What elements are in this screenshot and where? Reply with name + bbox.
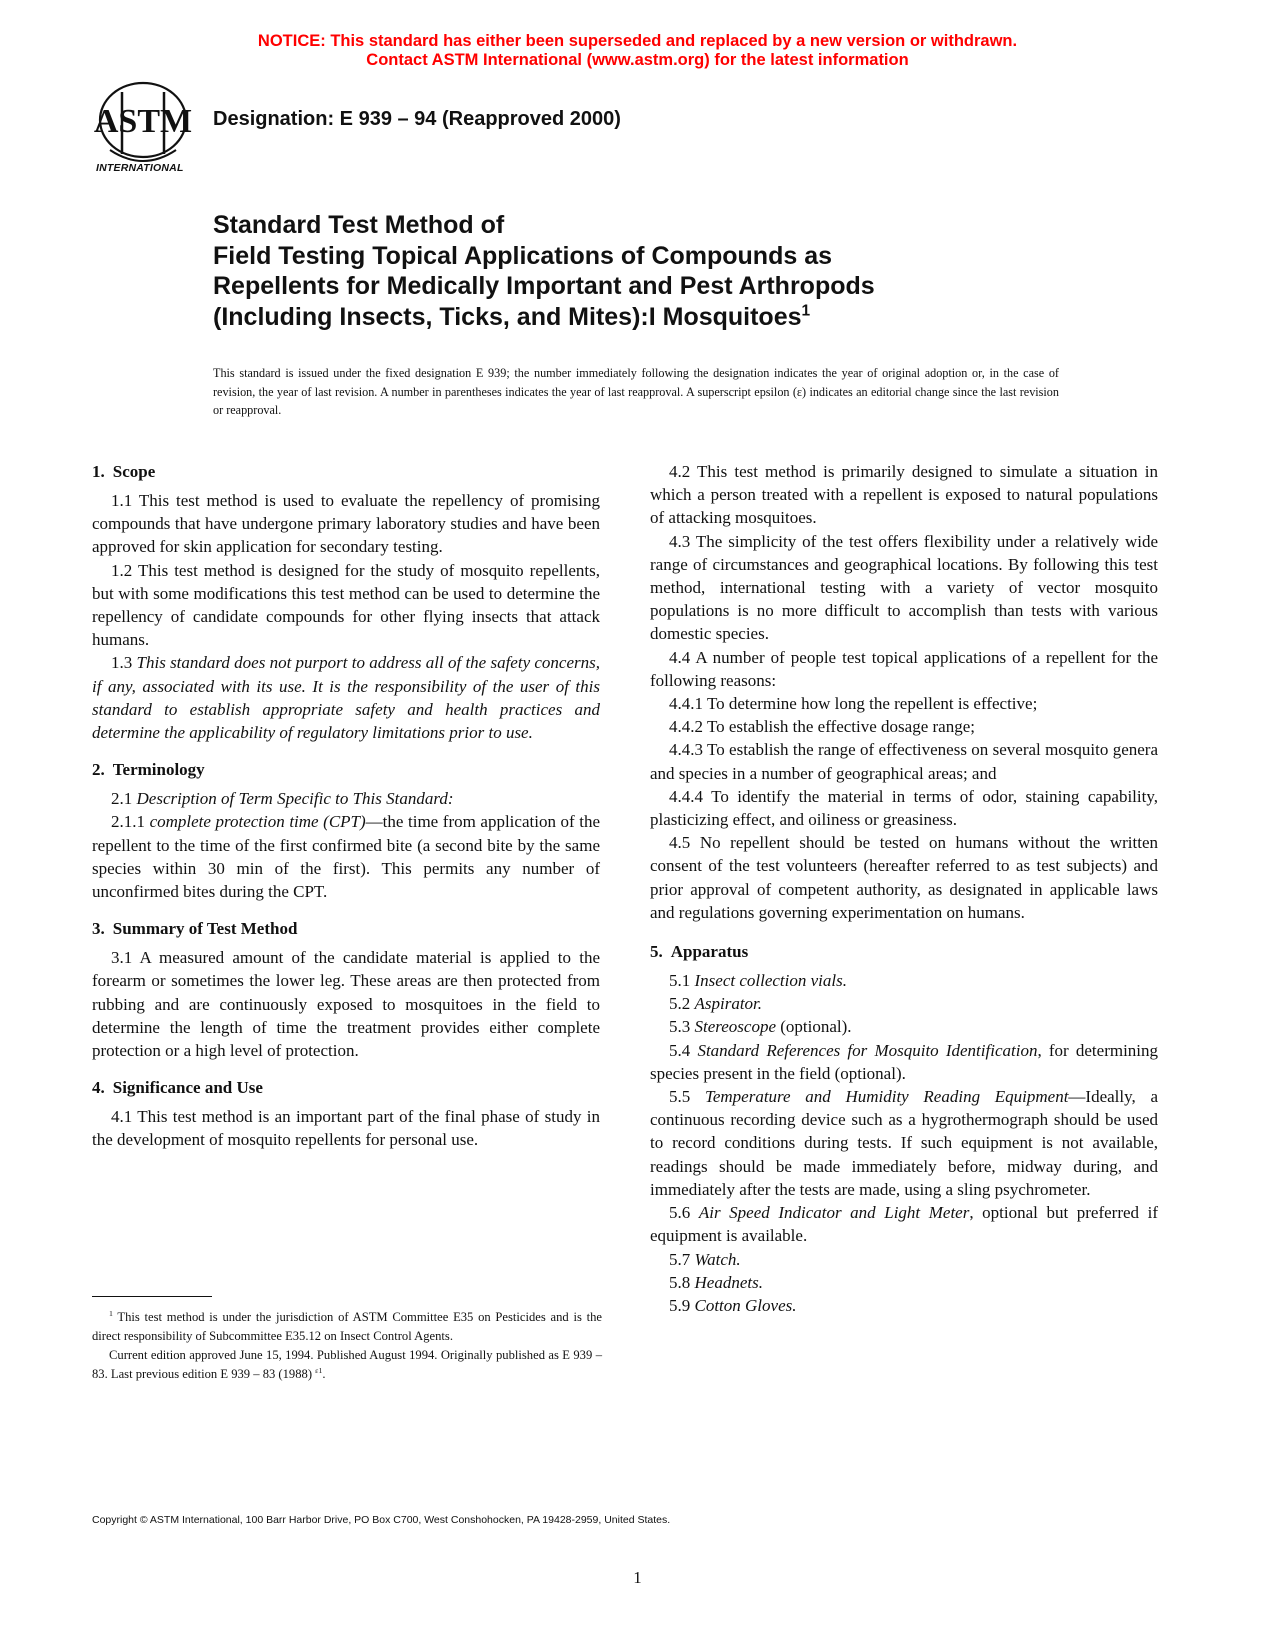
paragraph-1-3: 1.3 This standard does not purport to address all of the safety concerns, if any, associated with its use. It is the responsibility of the user of this standard to establish appropriate safety and health practices and determine the applicability of regulatory limitations prior to use. xyxy=(92,653,601,743)
paragraph-4-1: 4.1 This test method is an important part of the final phase of study in the development of mosquito repellents for personal use. xyxy=(92,1107,600,1150)
section-heading-summary: 3. Summary of Test Method xyxy=(92,919,298,939)
notice-line-2: Contact ASTM International (www.astm.org) for the latest information xyxy=(366,51,909,69)
title-footnote-mark: 1 xyxy=(801,302,811,320)
superseded-notice xyxy=(0,32,1275,70)
designation: Designation: E 939 – 94 (Reapproved 2000) xyxy=(213,108,621,130)
apparatus-item-5-1: 5.1 Insect collection vials. xyxy=(669,971,847,991)
apparatus-item-5-5: 5.5 Temperature and Humidity Reading Equipment—Ideally, a continuous recording device such as a hygrothermograph should be used to record conditions during tests. If such equipment is not available, readings should be made immediately before, midway during, and immediately after the tests are made, using a sling psychrometer. xyxy=(650,1087,1159,1199)
issue-note: This standard is issued under the fixed designation E 939; the number immediately following the designation indicates the year of original adoption or, in the case of revision, the year of last revision. A number in parentheses indicates the year of last reapproval. A superscript epsilon (ε) indicates an editorial change since the last revision or reapproval. xyxy=(213,366,1059,417)
paragraph-4-4: 4.4 A number of people test topical applications of a repellent for the following reasons: xyxy=(650,647,1158,690)
apparatus-item-5-6: 5.6 Air Speed Indicator and Light Meter, optional but preferred if equipment is available. xyxy=(650,1203,1159,1246)
apparatus-item-5-9: 5.9 Cotton Gloves. xyxy=(669,1295,797,1315)
section-heading-apparatus: 5. Apparatus xyxy=(650,942,749,962)
apparatus-item-5-3: 5.3 Stereoscope (optional). xyxy=(669,1017,852,1037)
section-heading-significance: 4. Significance and Use xyxy=(92,1078,263,1098)
paragraph-4-4-4: 4.4.4 To identify the material in terms of odor, staining capability, plasticizing effect, and oiliness or greasiness. xyxy=(650,786,1158,830)
apparatus-item-5-7: 5.7 Watch. xyxy=(669,1249,741,1269)
paragraph-2-1-1: 2.1.1 complete protection time (CPT)—the time from application of the repellent to the time of the first confirmed bite (a second bite by the same species within 30 min of the first). This permits any number of unconfirmed bites during the CPT. xyxy=(92,812,601,902)
page-number: 1 xyxy=(633,1568,642,1587)
apparatus-item-5-2: 5.2 Aspirator. xyxy=(669,994,763,1014)
section-heading-terminology: 2. Terminology xyxy=(92,760,205,780)
paragraph-4-4-2: 4.4.2 To establish the effective dosage range; xyxy=(669,717,975,737)
copyright-line: Copyright © ASTM International, 100 Barr Harbor Drive, PO Box C700, West Conshohocken, PA 19428-2959, United States. xyxy=(92,1514,671,1526)
paragraph-4-5: 4.5 No repellent should be tested on humans without the written consent of the test volunteers (hereafter referred to as test subjects) and prior approval of competent authority, as designated in applicable laws and regulations governing experimentation on humans. xyxy=(650,833,1158,922)
paragraph-3-1: 3.1 A measured amount of the candidate material is applied to the forearm or sometimes the lower leg. These areas are then protected from rubbing and are continuously exposed to mosquitoes in the field to determine the length of time the treatment provides either complete protection or a high level of protection. xyxy=(92,948,600,1061)
paragraph-1-2: 1.2 This test method is designed for the study of mosquito repellents, but with some modifications this test method can be used to determine the repellency of candidate compounds for other flying insects that attack humans. xyxy=(92,560,600,650)
notice-line-1: NOTICE: This standard has either been superseded and replaced by a new version or withdrawn. xyxy=(257,32,1018,50)
footnote-rule xyxy=(92,1296,212,1297)
right-column xyxy=(650,460,1158,1317)
paragraph-4-4-1: 4.4.1 To determine how long the repellent is effective; xyxy=(669,694,1038,714)
apparatus-item-5-8: 5.8 Headnets. xyxy=(669,1272,763,1292)
paragraph-2-1: 2.1 Description of Term Specific to This Standard: xyxy=(111,789,454,809)
title-line-2: Field Testing Topical Applications of Compounds as xyxy=(213,241,833,270)
left-column xyxy=(92,460,600,1152)
logo-letters: ASTM xyxy=(93,103,193,140)
footnote-1: $^1$ This test method is under the jurisdiction of ASTM Committee E35 on Pesticides and is the direct responsibility of Subcommittee E35.12 on Insect Control Agents. xyxy=(92,1308,602,1343)
section-heading-scope: 1. Scope xyxy=(92,462,156,481)
apparatus-item-5-4: 5.4 Standard References for Mosquito Identification, for determining species present in the field (optional). xyxy=(650,1040,1159,1083)
title-line-1: Standard Test Method of xyxy=(213,211,505,239)
title-line-4-text: (Including Insects, Ticks, and Mites):I Mosquitoes xyxy=(213,302,802,331)
paragraph-4-3: 4.3 The simplicity of the test offers flexibility under a relatively wide range of circumstances and geographical locations. By following this test method, international testing with a variety of vector mosquito populations is no more difficult to accomplish than tests with various domestic species. xyxy=(650,531,1158,644)
document-title xyxy=(213,210,1063,332)
title-line-4 xyxy=(213,302,1063,333)
paragraph-4-2: 4.2 This test method is primarily designed to simulate a situation in which a person treated with a repellent is exposed to natural populations of attacking mosquitoes. xyxy=(650,462,1158,528)
paragraph-1-1: 1.1 This test method is used to evaluate the repellency of promising compounds that have undergone primary laboratory studies and have been approved for skin application for secondary testing. xyxy=(92,491,600,557)
title-line-3: Repellents for Medically Important and Pest Arthropods xyxy=(213,272,875,300)
footnote-1-edition: Current edition approved June 15, 1994. Published August 1994. Originally published as E 939 – 83. Last previous edition E 939 – 83 (1988) $^{\varepsilon 1}$. xyxy=(92,1348,602,1381)
paragraph-4-4-3: 4.4.3 To establish the range of effectiveness on several mosquito genera and species in a number of geographical areas; and xyxy=(650,740,1158,783)
logo-wordmark: INTERNATIONAL xyxy=(96,162,184,174)
footnotes xyxy=(92,1308,602,1384)
